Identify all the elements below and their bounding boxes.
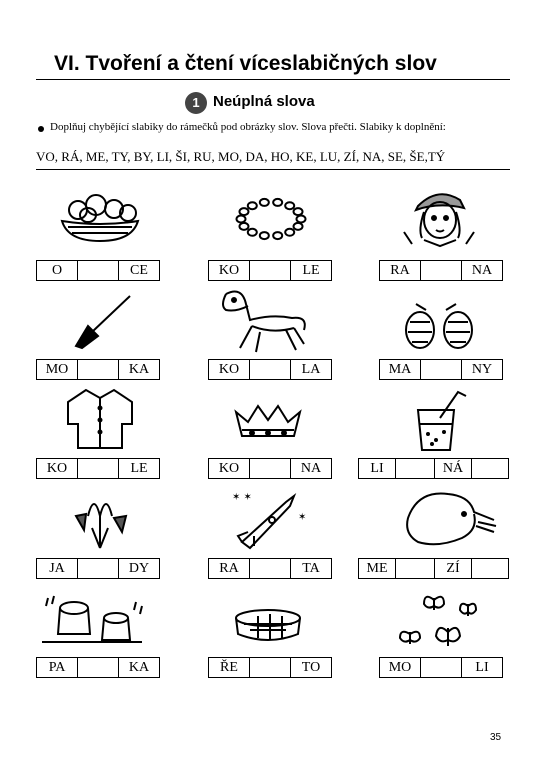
blank-syllable-box[interactable] (249, 359, 291, 380)
bead-necklace-icon (235, 196, 307, 242)
blank-syllable-box[interactable] (420, 657, 462, 678)
svg-text:✶ ✶: ✶ ✶ (232, 492, 252, 503)
shirt-icon (64, 388, 136, 450)
bead (239, 208, 248, 215)
syllable-box: KA (118, 359, 160, 380)
blank-syllable-box[interactable] (249, 260, 291, 281)
answer-row-4 (36, 359, 160, 380)
syllable-box: ZÍ (434, 558, 472, 579)
syllable-box: ME (358, 558, 396, 579)
syllable-box: LI (358, 458, 396, 479)
exercise-number-badge: 1 (185, 92, 207, 114)
blank-syllable-box[interactable] (77, 359, 119, 380)
syllable-box: KO (208, 260, 250, 281)
answer-row-8 (208, 458, 332, 479)
bead (297, 216, 306, 223)
answer-row-9 (358, 458, 509, 479)
blank-syllable-box[interactable] (420, 359, 462, 380)
syllable-box: ŘE (208, 657, 250, 678)
answer-row-6 (379, 359, 503, 380)
syllable-box: CE (118, 260, 160, 281)
syllable-box: LE (290, 260, 332, 281)
blank-syllable-box[interactable] (471, 558, 509, 579)
blank-syllable-box[interactable] (471, 458, 509, 479)
bead (285, 202, 294, 209)
title-divider (36, 79, 510, 80)
exercise-instruction: Doplňuj chybějící slabiky do rámečků pod obrázky slov. Slova přečti. Slabiky k doplnění: (50, 121, 446, 133)
syllable-list: VO, RÁ, ME, TY, BY, LI, ŠI, RU, MO, DA, HO, KE, LU, ZÍ, NA, SE, ŠE,TÝ (36, 149, 446, 164)
bead (248, 229, 257, 236)
syllable-box: MO (36, 359, 78, 380)
blank-syllable-box[interactable] (77, 458, 119, 479)
syllable-box: KA (118, 657, 160, 678)
bead (273, 232, 282, 239)
glass-of-lemonade-icon (410, 388, 470, 454)
syllable-box: LA (290, 359, 332, 380)
answer-row-3 (379, 260, 503, 281)
blank-syllable-box[interactable] (77, 558, 119, 579)
answer-row-10 (36, 558, 160, 579)
blank-syllable-box[interactable] (420, 260, 462, 281)
bullet-icon (38, 126, 44, 132)
syllable-box: DY (118, 558, 160, 579)
tree-stumps-icon (40, 592, 144, 648)
page-number: 35 (490, 732, 502, 743)
answer-row-5 (208, 359, 332, 380)
crown-icon (232, 402, 304, 442)
strawberry-plant-icon (70, 486, 132, 550)
blank-syllable-box[interactable] (249, 657, 291, 678)
syllable-box: KO (208, 458, 250, 479)
hoe-icon (72, 292, 134, 352)
bead (285, 229, 294, 236)
syllable-box: LE (118, 458, 160, 479)
bead (248, 202, 257, 209)
bead (260, 199, 269, 206)
blank-syllable-box[interactable] (249, 458, 291, 479)
bead (273, 199, 282, 206)
hedgehog-icon (398, 486, 498, 552)
bead (239, 223, 248, 230)
syllable-box: LI (461, 657, 503, 678)
bead (294, 223, 303, 230)
svg-text:✶: ✶ (298, 512, 307, 523)
syllable-box: KO (208, 359, 250, 380)
blank-syllable-box[interactable] (395, 558, 435, 579)
girl-face-icon (398, 186, 478, 252)
answer-row-11 (208, 558, 332, 579)
blank-syllable-box[interactable] (249, 558, 291, 579)
syllable-box: TA (290, 558, 332, 579)
syllable-box: NA (290, 458, 332, 479)
syllable-box: MA (379, 359, 421, 380)
exercise-title: Neúplná slova (213, 93, 315, 110)
answer-row-7 (36, 458, 160, 479)
bead (260, 232, 269, 239)
syllable-box: RA (208, 558, 250, 579)
raspberries-icon (400, 300, 480, 350)
answer-row-14 (208, 657, 332, 678)
answer-row-15 (379, 657, 503, 678)
rocket-icon (228, 490, 314, 550)
syllable-box: JA (36, 558, 78, 579)
syllable-box: TO (290, 657, 332, 678)
blank-syllable-box[interactable] (77, 657, 119, 678)
answer-row-12 (358, 558, 509, 579)
syllable-box: NY (461, 359, 503, 380)
blank-syllable-box[interactable] (395, 458, 435, 479)
blank-syllable-box[interactable] (77, 260, 119, 281)
butterflies-icon (396, 590, 492, 650)
bead (294, 208, 303, 215)
fruit-bowl-icon (58, 193, 142, 243)
syllable-box: MO (379, 657, 421, 678)
bead (237, 216, 246, 223)
page-title: VI. Tvoření a čtení víceslabičných slov (54, 52, 437, 75)
syllable-divider (36, 169, 510, 170)
syllable-box: PA (36, 657, 78, 678)
syllable-box: NA (461, 260, 503, 281)
horse-icon (212, 286, 312, 358)
syllable-box: RA (379, 260, 421, 281)
sieve-icon (230, 606, 306, 646)
answer-row-13 (36, 657, 160, 678)
answer-row-1 (36, 260, 160, 281)
syllable-box: NÁ (434, 458, 472, 479)
syllable-box: KO (36, 458, 78, 479)
answer-row-2 (208, 260, 332, 281)
syllable-box: O (36, 260, 78, 281)
